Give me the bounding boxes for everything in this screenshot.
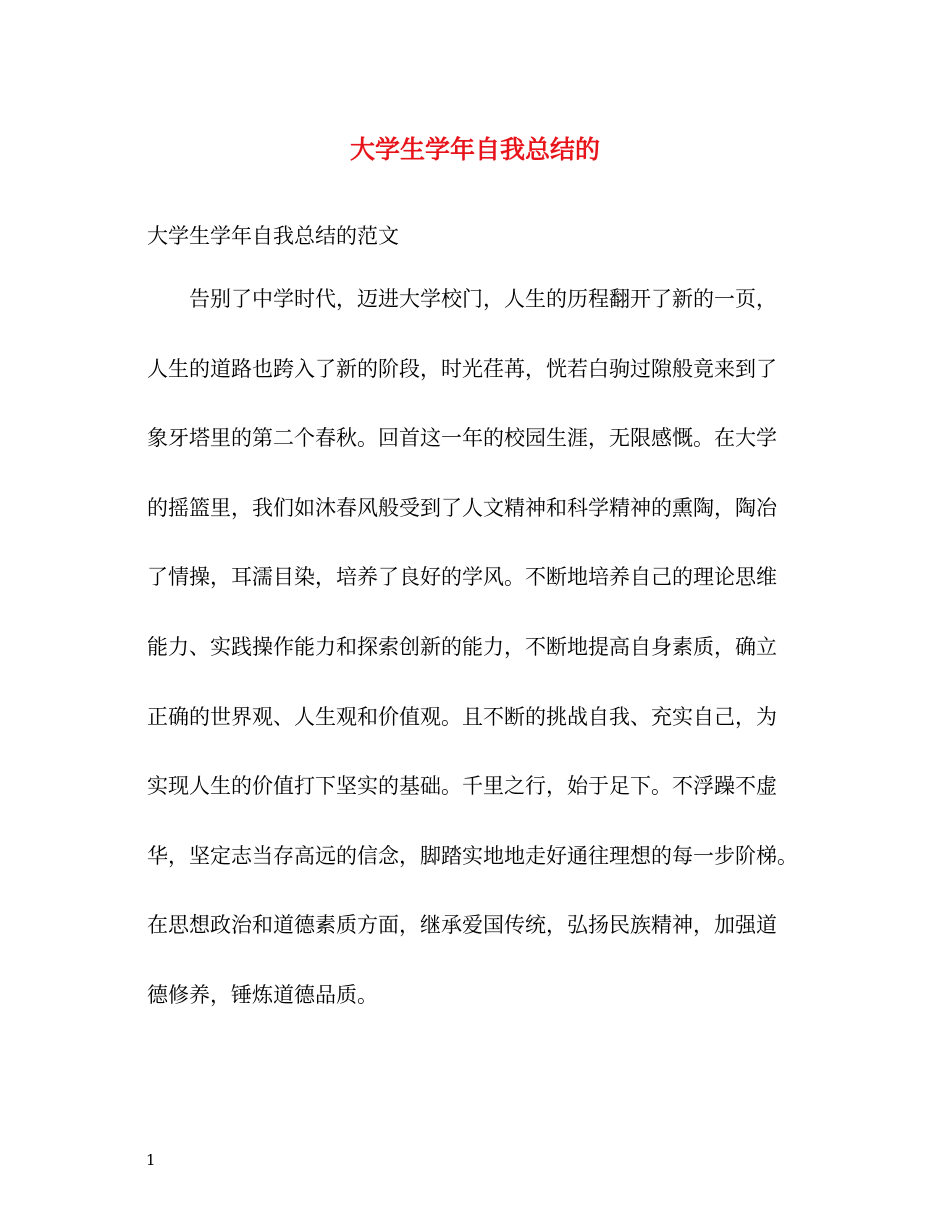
document-subtitle: 大学生学年自我总结的范文 xyxy=(147,224,399,248)
page-number: 1 xyxy=(146,1151,156,1169)
body-line: 正确的世界观、人生观和价值观。且不断的挑战自我、充实自己，为 xyxy=(147,704,777,729)
body-line: 实现人生的价值打下坚实的基础。千里之行，始于足下。不浮躁不虚 xyxy=(147,774,777,799)
document-body xyxy=(147,283,817,1049)
body-line: 在思想政治和道德素质方面，继承爱国传统，弘扬民族精神，加强道 xyxy=(147,913,777,938)
document-title: 大学生学年自我总结的 xyxy=(349,135,600,164)
body-line: 的摇篮里，我们如沐春风般受到了人文精神和科学精神的熏陶，陶冶 xyxy=(147,495,777,520)
body-line: 能力、实践操作能力和探索创新的能力，不断地提高自身素质，确立 xyxy=(147,634,777,659)
body-line: 了情操，耳濡目染，培养了良好的学风。不断地培养自己的理论思维 xyxy=(147,565,777,590)
body-line: 告别了中学时代，迈进大学校门，人生的历程翻开了新的一页， xyxy=(189,287,777,311)
body-line: 华，坚定志当存高远的信念，脚踏实地地走好通往理想的每一步阶梯。 xyxy=(147,843,798,868)
body-line: 象牙塔里的第二个春秋。回首这一年的校园生涯，无限感慨。在大学 xyxy=(147,426,777,451)
body-line: 人生的道路也跨入了新的阶段，时光荏苒，恍若白驹过隙般竟来到了 xyxy=(147,356,777,381)
body-line: 德修养，锤炼道德品质。 xyxy=(147,982,378,1007)
